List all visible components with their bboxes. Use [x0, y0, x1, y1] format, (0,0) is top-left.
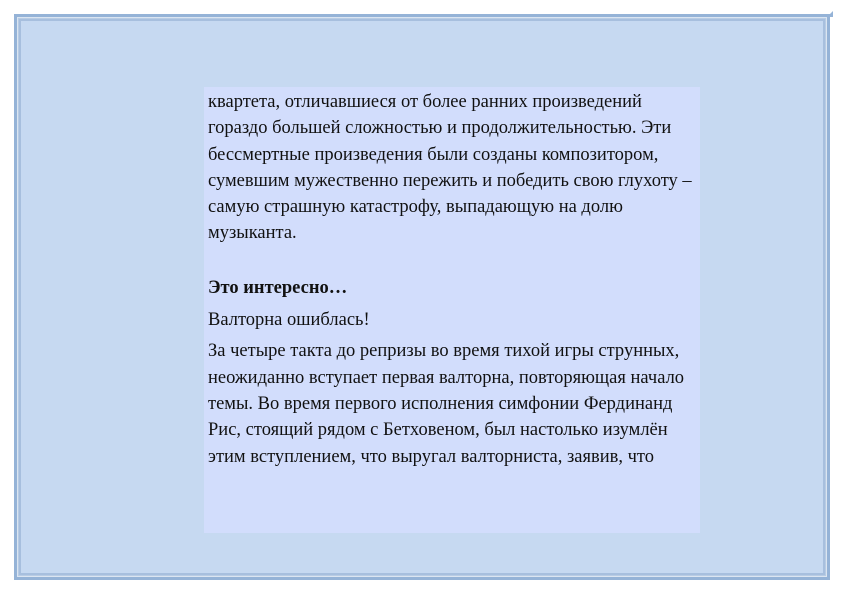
paragraph-quartets: квартета, отличавшиеся от более ранних произведений гораздо большей сложностью и продолжительностью. Эти бессмертные произведения были созданы композитором, сумевшим мужественно пережить и победить свою глухоту – самую страшную катастрофу, выпадающую на долю музыканта.: [208, 92, 692, 244]
section-heading: Это интересно…: [208, 277, 348, 298]
paragraph-spacer: [208, 247, 696, 275]
paragraph-horn-story: За четыре такта до репризы во время тихой игры струнных, неожиданно вступает первая валторна, повторяющая начало темы. Во время первого исполнения симфонии Фердинанд Рис, стоящий рядом с Бетховеном, был настолько изумлён этим вступлением, что выругал валторниста, заявив, что: [208, 341, 685, 467]
paragraph-horn-title: Валторна ошиблась!: [208, 310, 370, 331]
text-box: [204, 87, 700, 533]
slide: [14, 14, 830, 580]
slide-corner-mark: [827, 11, 833, 17]
